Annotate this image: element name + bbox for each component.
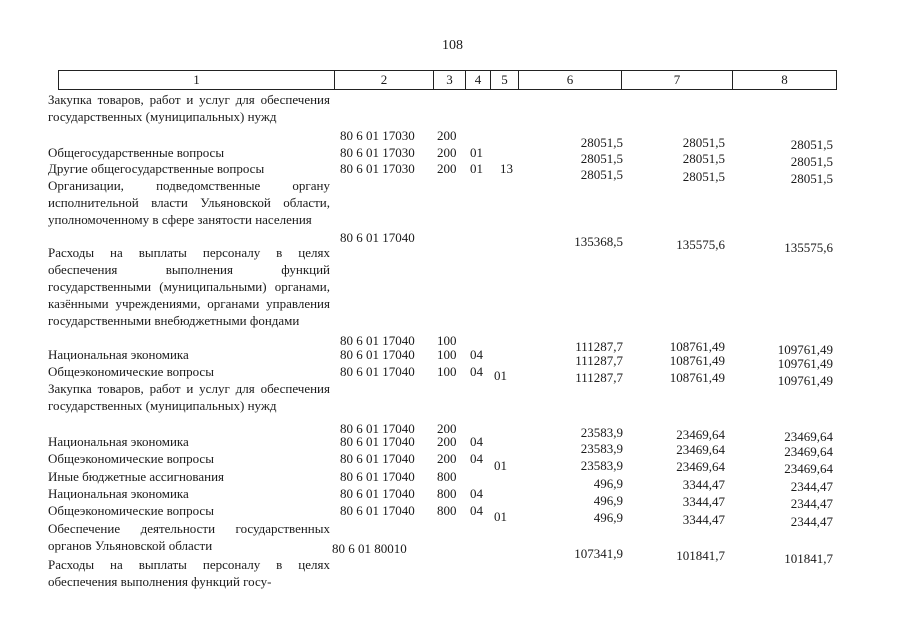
row-value-col8: 28051,5 bbox=[790, 154, 833, 169]
row-value-col7: 23469,64 bbox=[676, 442, 725, 457]
row-value-col7: 3344,47 bbox=[682, 512, 725, 527]
row-code: 80 6 01 17040 bbox=[340, 421, 415, 436]
row-code: 80 6 01 17040 bbox=[340, 469, 415, 484]
row-code: 80 6 01 17040 bbox=[340, 503, 415, 518]
row-value-col6: 23583,9 bbox=[580, 458, 623, 473]
row-value-col6: 111287,7 bbox=[575, 339, 623, 354]
row-value-col7: 23469,64 bbox=[676, 459, 725, 474]
row-rz: 04 bbox=[470, 451, 483, 466]
row-value-col8: 23469,64 bbox=[784, 461, 833, 476]
row-vr: 800 bbox=[437, 486, 457, 501]
row-vr: 100 bbox=[437, 347, 457, 362]
row-value-col6: 111287,7 bbox=[575, 353, 623, 368]
row-name: Организации, подведомственные органу исполнительной власти Ульяновской области, уполномоченному в сфере занятости населения bbox=[48, 178, 330, 227]
row-value-col6: 496,9 bbox=[593, 493, 623, 508]
row-value-col7: 23469,64 bbox=[676, 427, 725, 442]
row-code: 80 6 01 17040 bbox=[340, 434, 415, 449]
row-vr: 100 bbox=[437, 364, 457, 379]
row-name: Расходы на выплаты персоналу в целях обеспечения выполнения функций государственными (муниципальными) органами, казёнными учреждениями, органами управления государственными внебюджетными фондами bbox=[48, 245, 330, 328]
row-code: 80 6 01 17040 bbox=[340, 451, 415, 466]
row-name: Закупка товаров, работ и услуг для обеспечения государственных (муниципальных) нужд bbox=[48, 92, 330, 124]
header-col-4: 4 bbox=[466, 71, 491, 89]
row-pr: 01 bbox=[494, 458, 507, 473]
row-value-col7: 28051,5 bbox=[682, 151, 725, 166]
header-col-5: 5 bbox=[491, 71, 519, 89]
row-name: Национальная экономика bbox=[48, 486, 189, 501]
row-value-col7: 3344,47 bbox=[682, 494, 725, 509]
row-code: 80 6 01 17040 bbox=[340, 333, 415, 348]
page-number: 108 bbox=[442, 38, 463, 53]
row-value-col8: 28051,5 bbox=[790, 137, 833, 152]
row-value-col7: 101841,7 bbox=[676, 548, 725, 563]
row-value-col7: 135575,6 bbox=[676, 237, 725, 252]
row-code: 80 6 01 17040 bbox=[340, 486, 415, 501]
row-value-col7: 108761,49 bbox=[669, 370, 725, 385]
row-name: Расходы на выплаты персоналу в целях обеспечения выполнения функций госу- bbox=[48, 557, 330, 589]
row-pr: 01 bbox=[494, 509, 507, 524]
row-vr: 200 bbox=[437, 145, 457, 160]
row-pr: 01 bbox=[494, 368, 507, 383]
header-col-6: 6 bbox=[519, 71, 622, 89]
row-value-col8: 2344,47 bbox=[790, 479, 833, 494]
row-value-col6: 135368,5 bbox=[574, 234, 623, 249]
row-value-col6: 23583,9 bbox=[580, 425, 623, 440]
row-name: Национальная экономика bbox=[48, 434, 189, 449]
row-code: 80 6 01 17040 bbox=[340, 364, 415, 379]
row-value-col8: 135575,6 bbox=[784, 240, 833, 255]
row-rz: 01 bbox=[470, 161, 483, 176]
header-col-8: 8 bbox=[781, 72, 788, 87]
row-vr: 800 bbox=[437, 503, 457, 518]
row-name: Иные бюджетные ассигнования bbox=[48, 469, 225, 484]
row-rz: 04 bbox=[470, 434, 483, 449]
row-name: Другие общегосударственные вопросы bbox=[48, 161, 265, 176]
row-value-col8: 109761,49 bbox=[777, 342, 833, 357]
row-value-col7: 28051,5 bbox=[682, 135, 725, 150]
row-value-col6: 107341,9 bbox=[574, 546, 623, 561]
row-value-col6: 496,9 bbox=[593, 510, 623, 525]
row-code: 80 6 01 17040 bbox=[340, 230, 415, 245]
row-name: Общегосударственные вопросы bbox=[48, 145, 225, 160]
row-value-col8: 2344,47 bbox=[790, 514, 833, 529]
row-value-col8: 109761,49 bbox=[777, 356, 833, 371]
row-value-col6: 28051,5 bbox=[580, 167, 623, 182]
row-name: Общеэкономические вопросы bbox=[48, 451, 214, 466]
row-name: Закупка товаров, работ и услуг для обеспечения государственных (муниципальных) нужд bbox=[48, 381, 330, 413]
row-rz: 04 bbox=[470, 503, 483, 518]
row-name: Национальная экономика bbox=[48, 347, 189, 362]
header-col-2: 2 bbox=[335, 71, 434, 89]
row-vr: 100 bbox=[437, 333, 457, 348]
row-value-col8: 101841,7 bbox=[784, 551, 833, 566]
row-name: Обеспечение деятельности государственных органов Ульяновской области bbox=[48, 521, 330, 553]
row-value-col7: 3344,47 bbox=[682, 477, 725, 492]
row-value-col7: 108761,49 bbox=[669, 353, 725, 368]
row-value-col6: 23583,9 bbox=[580, 441, 623, 456]
header-col-1: 1 bbox=[59, 71, 335, 89]
row-rz: 04 bbox=[470, 364, 483, 379]
row-value-col6: 111287,7 bbox=[575, 370, 623, 385]
row-rz: 04 bbox=[470, 347, 483, 362]
row-code: 80 6 01 17030 bbox=[340, 128, 415, 143]
row-vr: 200 bbox=[437, 434, 457, 449]
row-pr: 13 bbox=[500, 161, 513, 176]
header-col-7: 7 bbox=[622, 71, 733, 89]
row-name: Общеэкономические вопросы bbox=[48, 364, 214, 379]
row-code: 80 6 01 17030 bbox=[340, 145, 415, 160]
row-vr: 200 bbox=[437, 161, 457, 176]
row-vr: 200 bbox=[437, 451, 457, 466]
row-value-col6: 28051,5 bbox=[580, 151, 623, 166]
row-name: Общеэкономические вопросы bbox=[48, 503, 214, 518]
row-vr: 200 bbox=[437, 128, 457, 143]
row-vr: 200 bbox=[437, 421, 457, 436]
row-vr: 800 bbox=[437, 469, 457, 484]
row-code: 80 6 01 17040 bbox=[340, 347, 415, 362]
row-value-col6: 496,9 bbox=[593, 476, 623, 491]
row-value-col6: 28051,5 bbox=[580, 135, 623, 150]
row-value-col8: 28051,5 bbox=[790, 171, 833, 186]
row-value-col8: 23469,64 bbox=[784, 444, 833, 459]
row-code: 80 6 01 17030 bbox=[340, 161, 415, 176]
row-value-col8: 2344,47 bbox=[790, 496, 833, 511]
row-rz: 01 bbox=[470, 145, 483, 160]
row-value-col8: 23469,64 bbox=[784, 429, 833, 444]
row-rz: 04 bbox=[470, 486, 483, 501]
header-col-3: 3 bbox=[434, 71, 466, 89]
row-value-col8: 109761,49 bbox=[777, 373, 833, 388]
row-value-col7: 28051,5 bbox=[682, 169, 725, 184]
row-value-col7: 108761,49 bbox=[669, 339, 725, 354]
row-code: 80 6 01 80010 bbox=[332, 541, 407, 556]
